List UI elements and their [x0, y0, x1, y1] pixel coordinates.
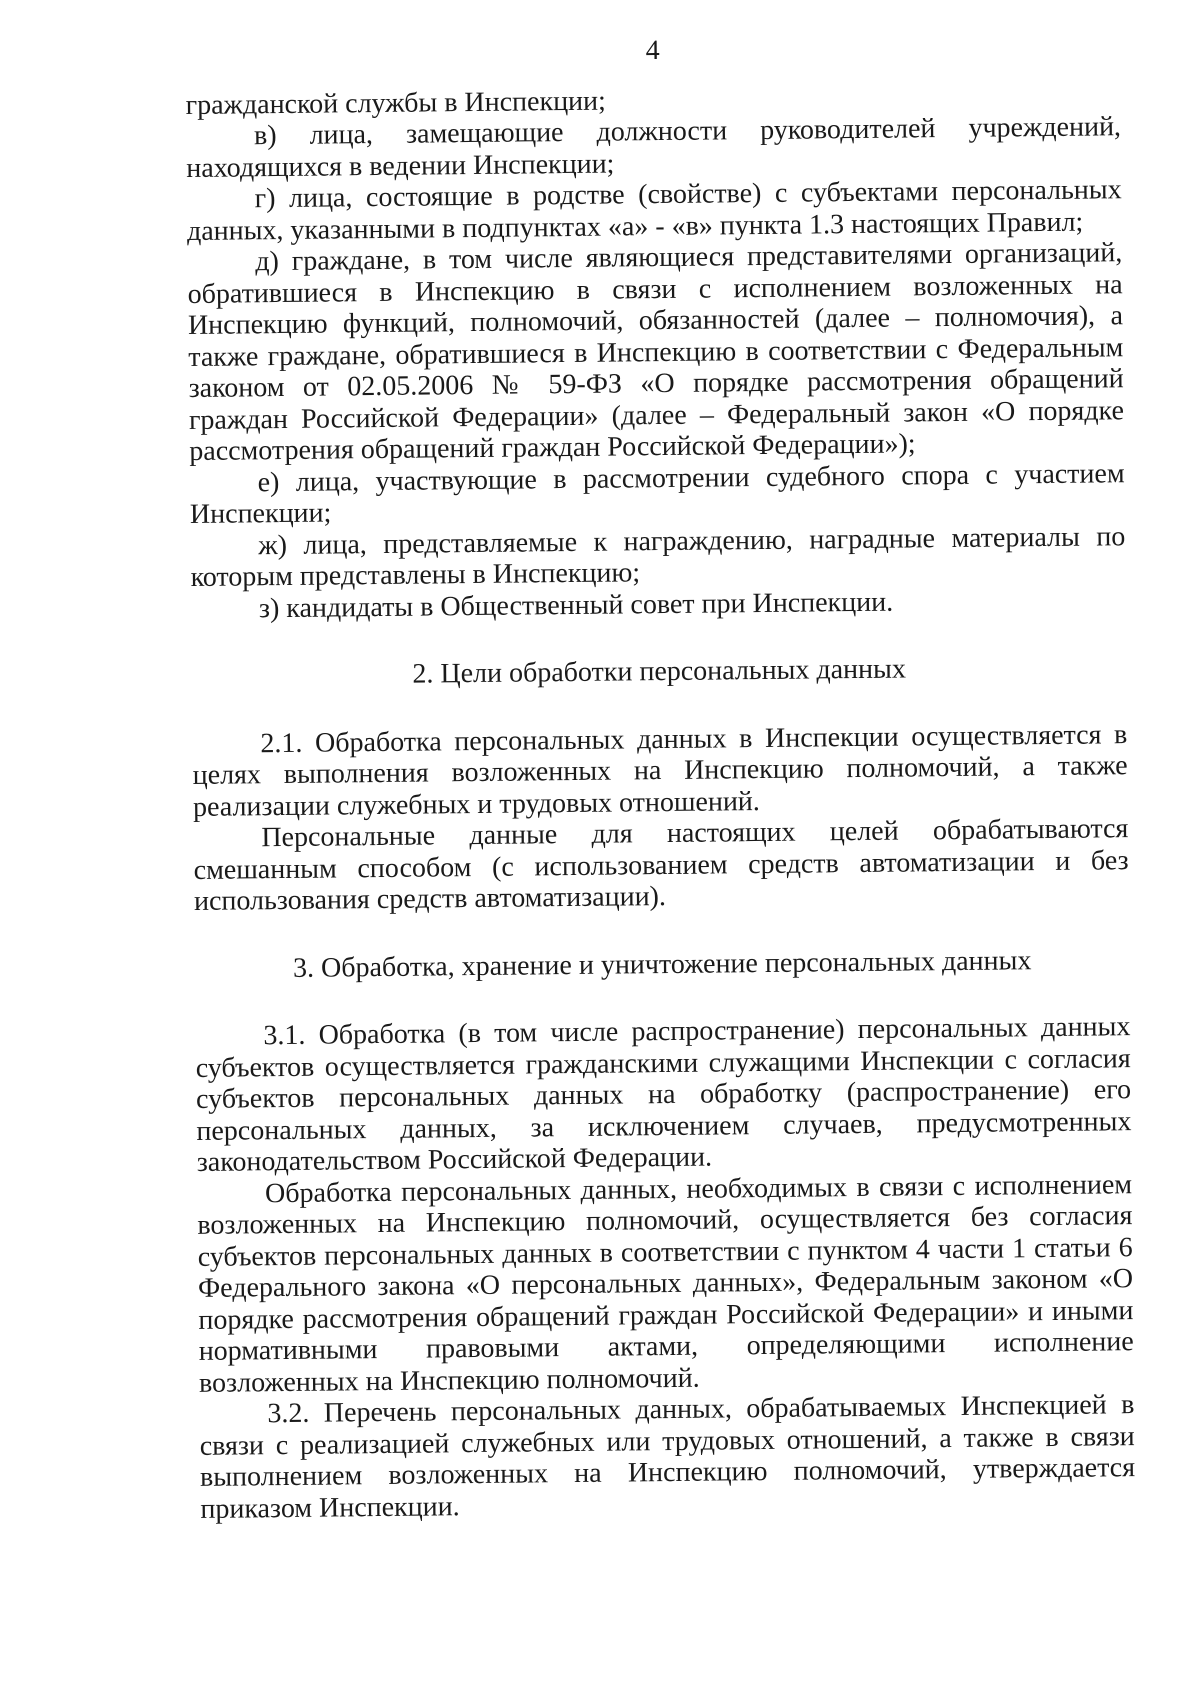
document-body [185, 30, 1135, 1525]
section-3-heading: 3. Обработка, хранение и уничтожение персональных данных [292, 944, 1032, 984]
section-2-heading: 2. Цели обработки персональных данных [412, 653, 907, 690]
list-item-zh: ж) лица, представляемые к награждению, наградные материалы по которым представлены в Инспекцию; [190, 520, 1126, 593]
section-3-paragraph: 3.2. Перечень персональных данных, обрабатываемых Инспекцией в связи с реализацией служебных или трудовых отношений, а также в связи выполнением возложенных на Инспекцию полномочий, утверждается приказом Инспекции. [199, 1389, 1136, 1525]
list-item-e: е) лица, участвующие в рассмотрении судебного спора с участием Инспекции; [189, 457, 1125, 530]
list-item-z: з) кандидаты в Общественный совет при Инспекции. [258, 586, 894, 624]
list-item-g: г) лица, состоящие в родстве (свойстве) с субъектами персональных данных, указанными в подпунктах «а» - «в» пункта 1.3 настоящих Правил; [186, 174, 1122, 247]
section-3-paragraph: Обработка персональных данных, необходимых в связи с исполнением возложенных на Инспекцию полномочий, осуществляется без согласия субъектов персональных данных в соответствии с пунктом 4 части 1 статьи 6 Федерального закона «О персональных данных», Федеральным законом «О порядке рассмотрения обращений граждан Российской Федерации» и иными нормативными правовыми актами, определяющими исполнение возложенных на Инспекцию полномочий. [197, 1168, 1134, 1399]
section-2-paragraph: 2.1. Обработка персональных данных в Инспекции осуществляется в целях выполнения возложенных на Инспекцию полномочий, а также реализации служебных и трудовых отношений. [192, 718, 1128, 823]
section-3-paragraph: 3.1. Обработка (в том числе распространение) персональных данных субъектов осуществляется гражданскими служащими Инспекции с согласия субъектов персональных данных на обработку (распространение) его персональных данных, за исключением случаев, предусмотренных законодательством Российской Федерации. [195, 1011, 1132, 1178]
list-item-v: в) лица, замещающие должности руководителей учреждений, находящихся в ведении Инспекции; [186, 111, 1122, 184]
list-item-d: д) граждане, в том числе являющиеся представителями организаций, обратившиеся в Инспекцию в связи с исполнением возложенных на Инспекцию функций, полномочий, обязанностей (далее – полномочия), а также граждане, обратившиеся в Инспекцию в соответствии с Федеральным законом от 02.05.2006 № 59-ФЗ «О порядке рассмотрения обращений граждан Российской Федерации» (далее – Федеральный закон «О порядке рассмотрения обращений граждан Российской Федерации»); [187, 237, 1125, 467]
section-2-paragraph: Персональные данные для настоящих целей обрабатываются смешанным способом (с использованием средств автоматизации и без использования средств автоматизации). [193, 813, 1129, 917]
paragraph: гражданской службы в Инспекции; [185, 85, 607, 121]
page-number: 4 [645, 35, 660, 67]
